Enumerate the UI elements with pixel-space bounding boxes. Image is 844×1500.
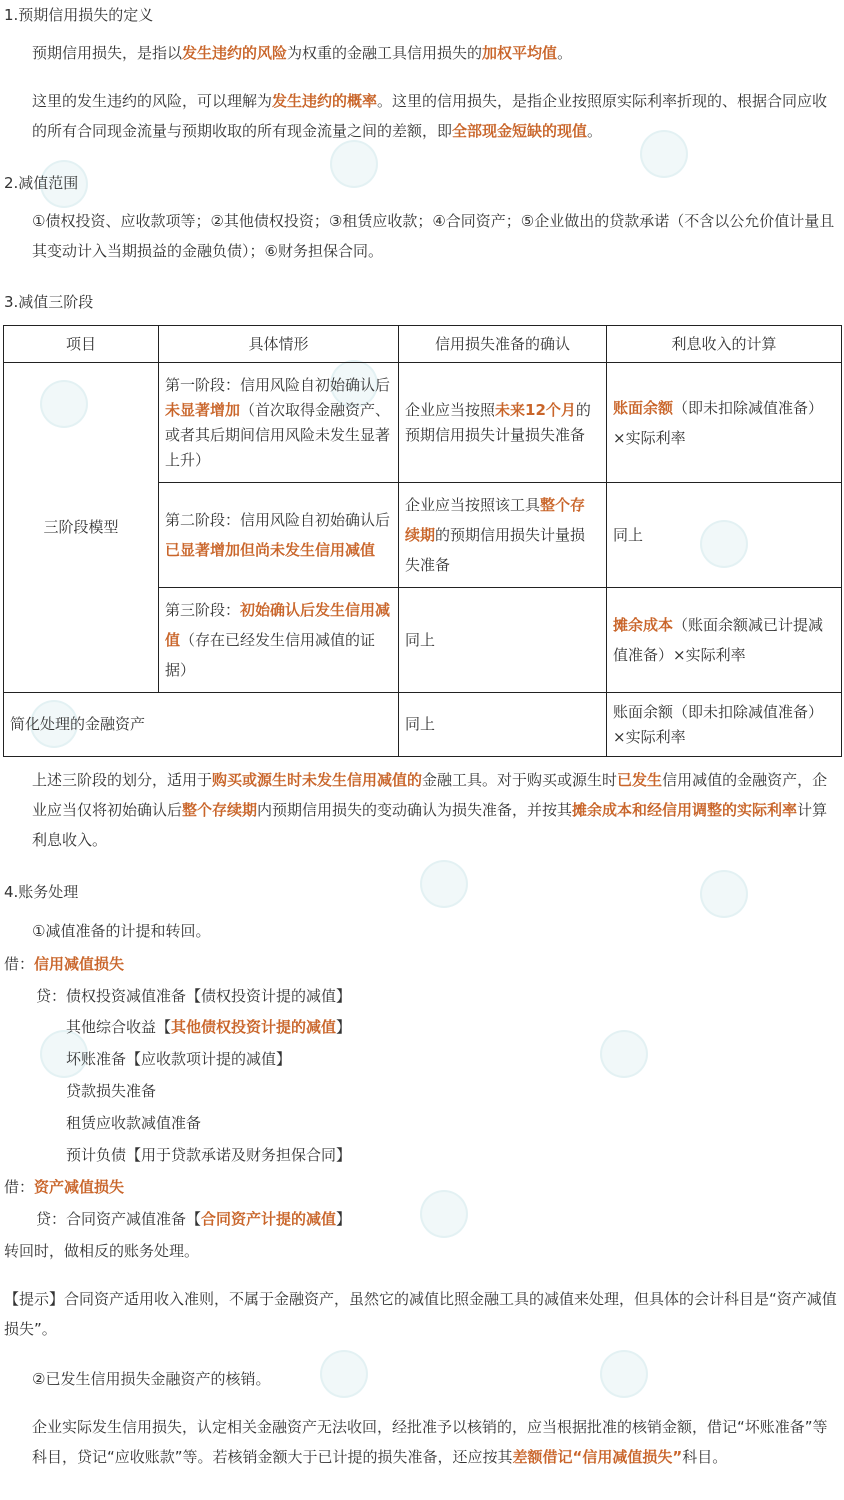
credit-1-line-4: 贷款损失准备 — [66, 1082, 157, 1100]
simplified-interest: 账面余额（即未扣除减值准备）×实际利率 — [607, 693, 842, 757]
header-situation: 具体情形 — [159, 326, 399, 363]
credit-2: 贷：合同资产减值准备【合同资产计提的减值】 — [36, 1210, 352, 1228]
three-stage-model-label: 三阶段模型 — [4, 363, 159, 693]
tip-paragraph: 【提示】合同资产适用收入准则，不属于金融资产，虽然它的减值比照金融工具的减值来处理，但具体的会计科目是“资产减值损失”。 — [4, 1290, 837, 1338]
debit-1: 借：信用减值损失 — [4, 955, 125, 973]
s4-sub1: ①减值准备的计提和转回。 — [32, 922, 211, 940]
table-row — [4, 693, 842, 757]
watermark-logo — [420, 860, 468, 908]
debit-2: 借：资产减值损失 — [4, 1178, 125, 1196]
credit-1-line-5: 租赁应收款减值准备 — [66, 1114, 202, 1132]
header-provision: 信用损失准备的确认 — [399, 326, 607, 363]
header-item: 项目 — [4, 326, 159, 363]
watermark-logo — [330, 140, 378, 188]
credit-1-line-6: 预计负债【用于贷款承诺及财务担保合同】 — [66, 1146, 352, 1164]
watermark-logo — [700, 870, 748, 918]
watermark-logo — [600, 1030, 648, 1078]
credit-1-line-3: 坏账准备【应收款项计提的减值】 — [66, 1050, 292, 1068]
stage1-interest: 账面余额（即未扣除减值准备）×实际利率 — [607, 363, 842, 483]
impairment-stages-table — [3, 325, 842, 757]
s2-paragraph: ①债权投资、应收款项等；②其他债权投资；③租赁应收款；④合同资产；⑤企业做出的贷款承诺（不含以公允价值计量且其变动计入当期损益的金融负债）；⑥财务担保合同。 — [32, 212, 835, 260]
watermark-logo — [320, 1350, 368, 1398]
simplified-provision: 同上 — [399, 693, 607, 757]
section-1-title: 1.预期信用损失的定义 — [4, 6, 154, 24]
s4-sub2: ②已发生信用损失金融资产的核销。 — [32, 1370, 271, 1388]
stage3-interest: 摊余成本（账面余额减已计提减值准备）×实际利率 — [607, 588, 842, 693]
header-interest: 利息收入的计算 — [607, 326, 842, 363]
section-4-title: 4.账务处理 — [4, 883, 79, 901]
section-2-title: 2.减值范围 — [4, 174, 79, 192]
section-3-title: 3.减值三阶段 — [4, 293, 94, 311]
reverse-note: 转回时，做相反的账务处理。 — [4, 1242, 200, 1260]
s1-paragraph-2: 这里的发生违约的风险，可以理解为发生违约的概率。这里的信用损失，是指企业按照原实际利率折现的、根据合同应收的所有合同现金流量与预期收取的所有现金流量之间的差额，即全部现金短缺的现值。 — [32, 92, 828, 140]
stage1-provision: 企业应当按照未来12个月的预期信用损失计量损失准备 — [399, 363, 607, 483]
stage3-provision: 同上 — [399, 588, 607, 693]
stage1-situation: 第一阶段：信用风险自初始确认后未显著增加（首次取得金融资产、或者其后期间信用风险未发生显著上升） — [159, 363, 399, 483]
stage2-interest: 同上 — [607, 483, 842, 588]
table-header-row — [4, 326, 842, 363]
simplified-assets-label: 简化处理的金融资产 — [4, 693, 399, 757]
s3-after-paragraph: 上述三阶段的划分，适用于购买或源生时未发生信用减值的金融工具。对于购买或源生时已发生信用减值的金融资产，企业应当仅将初始确认后整个存续期内预期信用损失的变动确认为损失准备，并按其摊余成本和经信用调整的实际利率计算利息收入。 — [32, 771, 828, 849]
credit-1-line-1: 贷：债权投资减值准备【债权投资计提的减值】 — [36, 987, 352, 1005]
stage3-situation: 第三阶段：初始确认后发生信用减值（存在已经发生信用减值的证据） — [159, 588, 399, 693]
table-row — [4, 363, 842, 483]
watermark-logo — [600, 1350, 648, 1398]
watermark-logo — [420, 1190, 468, 1238]
s1-paragraph-1: 预期信用损失，是指以发生违约的风险为权重的金融工具信用损失的加权平均值。 — [32, 44, 573, 62]
credit-1-line-2: 其他综合收益【其他债权投资计提的减值】 — [66, 1018, 352, 1036]
stage2-situation: 第二阶段：信用风险自初始确认后已显著增加但尚未发生信用减值 — [159, 483, 399, 588]
writeoff-paragraph: 企业实际发生信用损失，认定相关金融资产无法收回，经批准予以核销的，应当根据批准的核销金额，借记“坏账准备”等科目，贷记“应收账款”等。若核销金额大于已计提的损失准备，还应按其差额借记“信用减值损失”科目。 — [32, 1418, 828, 1466]
stage2-provision: 企业应当按照该工具整个存续期的预期信用损失计量损失准备 — [399, 483, 607, 588]
